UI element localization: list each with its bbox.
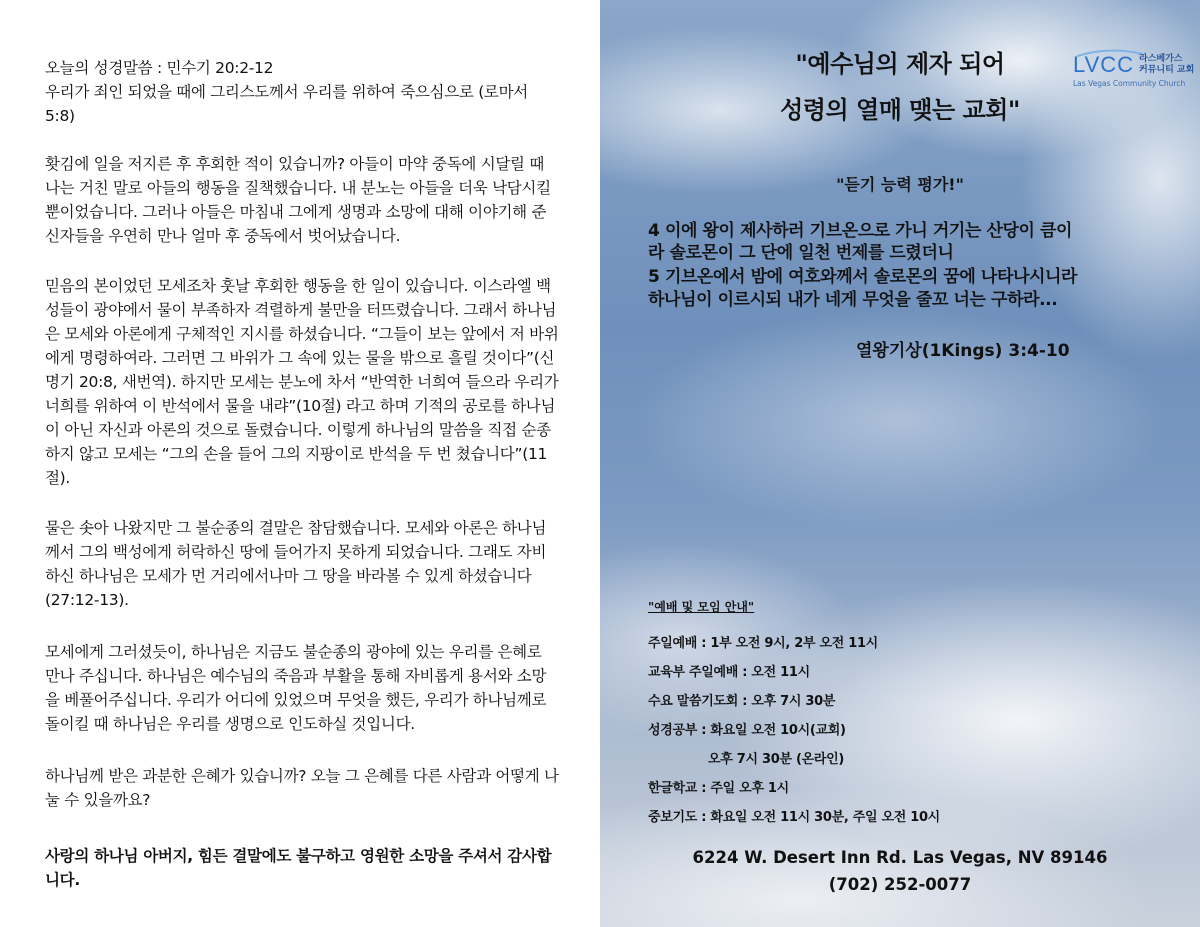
verse-line: 4 이에 왕이 제사하러 기브온으로 가니 거기는 산당이 큼이 bbox=[648, 221, 1073, 241]
schedule-title: "예배 및 모임 안내" bbox=[648, 600, 755, 614]
scripture-reading: 오늘의 성경말씀 : 민수기 20:2-12 우리가 죄인 되었을 때에 그리스도께서 우리를 위하여 죽으심으로 (로마서 5:8) bbox=[45, 59, 528, 125]
schedule-item: 교육부 주일예배 : 오전 11시 bbox=[648, 665, 810, 680]
verse-line: 5 기브온에서 밤에 여호와께서 솔로몬의 꿈에 나타나시니라 bbox=[648, 267, 1078, 287]
verse-line: 하나님이 이르시되 내가 네게 무엇을 줄꼬 너는 구하라... bbox=[648, 290, 1058, 310]
paragraph-2: 믿음의 본이었던 모세조차 훗날 후회한 행동을 한 일이 있습니다. 이스라엘 백성들이 광야에서 물이 부족하자 격렬하게 불만을 터뜨렸습니다. 그래서 하나님은 모세와 아론에게 구체적인 지시를 하셨습니다. “그들이 보는 앞에서 저 바위에게 명령하여라. 그러면 그 바위가 그 속에 있는 물을 밖으로 흘릴 것이다”(신명기 20:8, 새번역). 하지만 모세는 분노에 차서 “반역한 너희여 들으라 우리가 너희를 위하여 이 반석에서 물을 내랴”(10절) 라고 하며 기적의 공로를 하나님이 아닌 자신과 아론의 것으로 돌렸습니다. 이렇게 하나님의 말씀을 직접 순종하지 않고 모세는 “그의 손을 들어 그의 지팡이로 반석을 두 번 쳤습니다”(11절). bbox=[45, 277, 559, 487]
church-logo bbox=[1073, 52, 1195, 90]
paragraph-3: 물은 솟아 나왔지만 그 불순종의 결말은 참담했습니다. 모세와 아론은 하나님께서 그의 백성에게 허락하신 땅에 들어가지 못하게 되었습니다. 그래도 자비하신 하나님은 모세가 먼 거리에서나마 그 땅을 바라볼 수 있게 하셨습니다 (27:12-13). bbox=[45, 519, 547, 609]
schedule-item: 수요 말씀기도회 : 오후 7시 30분 bbox=[648, 694, 836, 709]
verse-reference: 열왕기상(1Kings) 3:4-10 bbox=[856, 341, 1070, 361]
paragraph-1: 홧김에 일을 저지른 후 후회한 적이 있습니까? 아들이 마약 중독에 시달릴 때 나는 거친 말로 아들의 행동을 질책했습니다. 내 분노는 아들을 더욱 낙담시킬 뿐이었습니다. 그러나 아들은 마침내 그에게 생명과 소망에 대해 이야기해 준 신자들을 우연히 만나 얼마 후 중독에서 벗어났습니다. bbox=[45, 155, 551, 245]
logo-korean-name bbox=[1139, 54, 1199, 76]
logo-korean-line-2: 커뮤니티 교회 bbox=[1139, 65, 1195, 75]
church-motto-line-2: 성령의 열매 맺는 교회" bbox=[780, 96, 1020, 124]
paragraph-4: 모세에게 그러셨듯이, 하나님은 지금도 불순종의 광야에 있는 우리를 은혜로 만나 주십니다. 하나님은 예수님의 죽음과 부활을 통해 자비롭게 용서와 소망을 베풀어주십니다. 우리가 어디에 있었으며 무엇을 했든, 우리가 하나님께로 돌이킬 때 하나님은 우리를 생명으로 인도하실 것입니다. bbox=[45, 643, 547, 733]
paragraph-5: 하나님께 받은 과분한 은혜가 있습니까? 오늘 그 은혜를 다른 사람과 어떻게 나눌 수 있을까요? bbox=[45, 767, 559, 809]
verse-title: "듣기 능력 평가!" bbox=[836, 175, 964, 194]
church-phone: (702) 252-0077 bbox=[828, 875, 972, 894]
church-motto-line-1: "예수님의 제자 되어 bbox=[795, 50, 1005, 78]
right-page bbox=[600, 0, 1200, 927]
logo-korean-line-1: 라스베가스 bbox=[1139, 54, 1183, 64]
verse-line: 라 솔로몬이 그 단에 일천 번제를 드렸더니 bbox=[648, 243, 954, 263]
schedule-item: 오후 7시 30분 (온라인) bbox=[708, 752, 845, 767]
schedule-item: 성경공부 : 화요일 오전 10시(교회) bbox=[648, 723, 846, 738]
logo-english-name: Las Vegas Community Church bbox=[1073, 79, 1186, 88]
scripture-header bbox=[45, 56, 560, 128]
schedule-item: 중보기도 : 화요일 오전 11시 30분, 주일 오전 10시 bbox=[648, 810, 940, 825]
closing-prayer: 사랑의 하나님 아버지, 힘든 결말에도 불구하고 영원한 소망을 주셔서 감사합니다. bbox=[45, 847, 552, 889]
schedule-item: 주일예배 : 1부 오전 9시, 2부 오전 11시 bbox=[648, 636, 878, 651]
logo-letters: LVCC bbox=[1073, 52, 1135, 77]
schedule-item: 한글학교 : 주일 오후 1시 bbox=[648, 781, 789, 796]
church-address: 6224 W. Desert Inn Rd. Las Vegas, NV 89146 bbox=[692, 848, 1108, 867]
